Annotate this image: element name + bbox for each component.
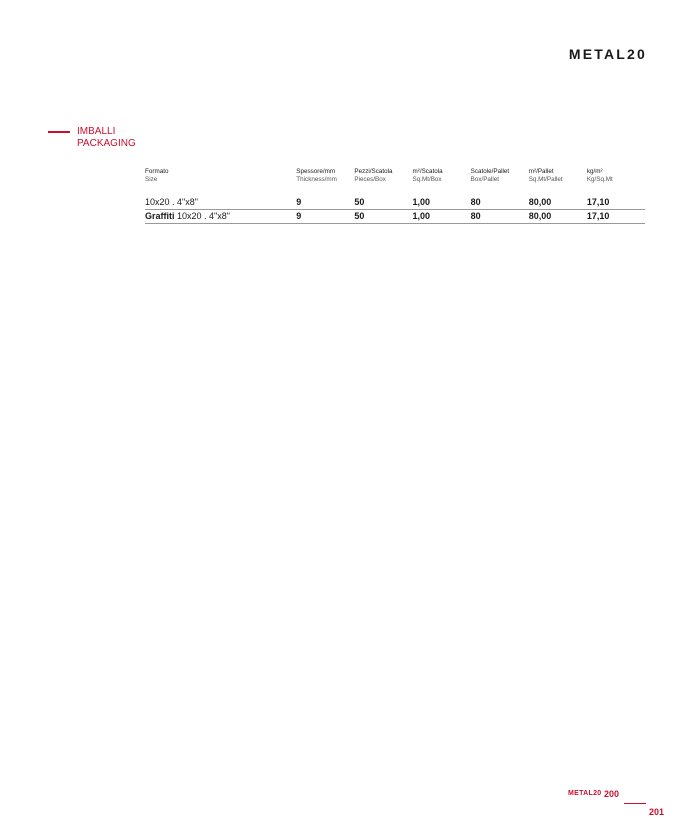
packaging-table: [145, 168, 645, 224]
table-cell-sqmt-box: 1,00: [413, 210, 471, 224]
footer-accent-rule: [624, 803, 646, 804]
table-row: [145, 196, 645, 210]
section-title-en: PACKAGING: [77, 138, 136, 149]
table-cell-size: Graffiti 10x20 . 4"x8": [145, 210, 296, 224]
column-header-kg-sqmt: kg/m² Kg/Sq.Mt: [586, 168, 613, 183]
table-cell-kg-sqmt: 17,10: [587, 210, 645, 224]
column-header-size: Formato Size: [145, 168, 169, 183]
footer-brand: METAL20: [568, 790, 602, 797]
table-row: [145, 210, 645, 224]
table-cell-kg-sqmt: 17,10: [587, 196, 645, 210]
table-cell-sqmt-box: 1,00: [413, 196, 471, 210]
table-cell-thickness: 9: [296, 210, 354, 224]
table-cell-sqmt-pallet: 80,00: [529, 196, 587, 210]
table-header-row: [145, 168, 645, 196]
section-heading: [77, 126, 136, 150]
column-header-thickness: Spessore/mm Thickness/mm: [296, 168, 337, 183]
table-cell-pieces-box: 50: [354, 196, 412, 210]
table-cell-thickness: 9: [296, 196, 354, 210]
table-cell-size: 10x20 . 4"x8": [145, 196, 296, 210]
page-number-next: 201: [649, 807, 665, 817]
brand-title: METAL20: [568, 46, 647, 62]
column-header-sqmt-pallet: m²/Pallet Sq.Mt/Pallet: [528, 168, 563, 183]
column-header-sqmt-box: m²/Scatola Sq.Mt/Box: [412, 168, 443, 183]
table-cell-box-pallet: 80: [471, 196, 529, 210]
column-header-pieces-box: Pezzi/Scatola Pieces/Box: [354, 168, 393, 183]
table-cell-box-pallet: 80: [471, 210, 529, 224]
table-cell-sqmt-pallet: 80,00: [529, 210, 587, 224]
section-accent-rule: [48, 131, 70, 133]
page-number-current: 200: [604, 789, 620, 799]
section-title-it: IMBALLI: [77, 126, 116, 137]
table-cell-pieces-box: 50: [354, 210, 412, 224]
column-header-box-pallet: Scatole/Pallet Box/Pallet: [470, 168, 510, 183]
